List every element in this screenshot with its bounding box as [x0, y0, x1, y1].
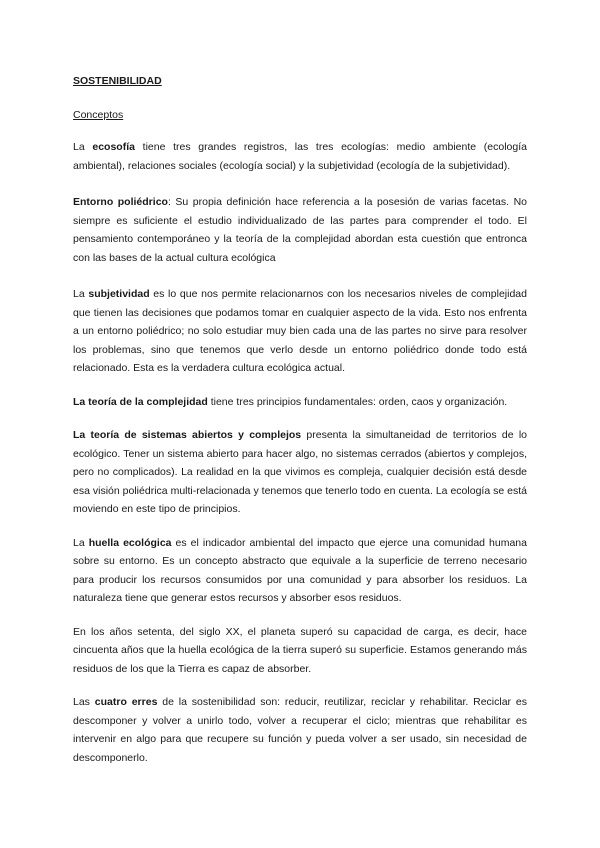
paragraph-text-pre: Las [73, 696, 95, 708]
document-page [73, 74, 527, 767]
paragraph-teoria-complejidad [73, 393, 527, 412]
document-title: SOSTENIBILIDAD [73, 75, 162, 87]
paragraph-ecosofia [73, 138, 527, 175]
paragraph-text-pre: La [73, 141, 93, 153]
paragraph-text-pre: En los años setenta, del siglo XX, el planeta superó su capacidad de carga, es decir, hace cincuenta años que la huella ecológica de la tierra superó su superficie. Estamos generando más residuos de los que la Tierra es capaz de absorber. [73, 625, 527, 675]
section-subtitle: Conceptos [73, 109, 124, 121]
paragraph-term: cuatro erres [94, 696, 158, 708]
paragraph-anos-setenta [73, 623, 527, 679]
paragraph-term: huella ecológica [88, 536, 172, 549]
paragraph-term: ecosofía [92, 141, 135, 153]
paragraph-text-pre: La [73, 288, 89, 300]
paragraph-term: La teoría de la complejidad [73, 395, 208, 408]
paragraph-subjetividad [73, 285, 527, 378]
paragraph-text-post: presenta la simultaneidad de territorios de lo ecológico. Tener un sistema abierto para hacer algo, no sistemas cerrados (abiertos y complejos, pero no complicados). La realidad en la que vivimos es compleja, cualquier decisión está desde esa visión poliédrica multi-relacionada y tenemos que tenerlo todo en cuenta. La ecología se está moviendo en este tipo de principios. [73, 429, 527, 515]
paragraph-term: Entorno poliédrico [73, 196, 168, 208]
paragraph-sistemas-abiertos [73, 426, 527, 519]
paragraph-cuatro-erres [73, 693, 527, 767]
paragraph-text-post: es lo que nos permite relacionarnos con los necesarios niveles de complejidad que tienen las decisiones que podamos tomar en cualquier aspecto de la vida. Esto nos enfrenta a un entorno poliédrico; no solo estudiar muy bien cada una de las partes no sirve para resolver los problemas, sino que tenemos que verlo desde un entorno poliédrico donde todo está relacionado. Esta es la verdadera cultura ecológica actual. [73, 288, 527, 374]
paragraph-text-post: de la sostenibilidad son: reducir, reutilizar, reciclar y rehabilitar. Reciclar es descomponer y volver a unirlo todo, volver a recuperar el ciclo; mientras que rehabilitar es intervenir en algo para que recupere su función y pueda volver a ser usado, sin necesidad de descomponerlo. [73, 696, 527, 764]
paragraph-text-post: es el indicador ambiental del impacto que ejerce una comunidad humana sobre su entorno. Es un concepto abstracto que equivale a la superficie de terreno necesario para producir los recursos consumidos por una comunidad y para absorber los residuos. La naturaleza tiene que generar estos recursos y absorber esos residuos. [73, 536, 527, 604]
paragraph-text-post: tiene tres principios fundamentales: orden, caos y organización. [207, 395, 508, 408]
paragraph-text-post: tiene tres grandes registros, las tres ecologías: medio ambiente (ecología ambiental), relaciones sociales (ecología social) y la subjetividad (ecología de la subjetividad). [73, 141, 527, 172]
paragraph-text-post: : Su propia definición hace referencia a la posesión de varias facetas. No siempre es suficiente el estudio individualizado de las partes para comprender el todo. El pensamiento contemporáneo y la teoría de la complejidad abordan esta cuestión que entronca con las bases de la actual cultura ecológica [73, 196, 527, 264]
paragraph-term: La teoría de sistemas abiertos y complejos [73, 429, 302, 441]
paragraph-term: subjetividad [88, 288, 150, 300]
paragraph-text-pre: La [73, 536, 89, 549]
paragraph-entorno-poliedrico [73, 193, 527, 267]
paragraph-huella-ecologica [73, 534, 527, 608]
